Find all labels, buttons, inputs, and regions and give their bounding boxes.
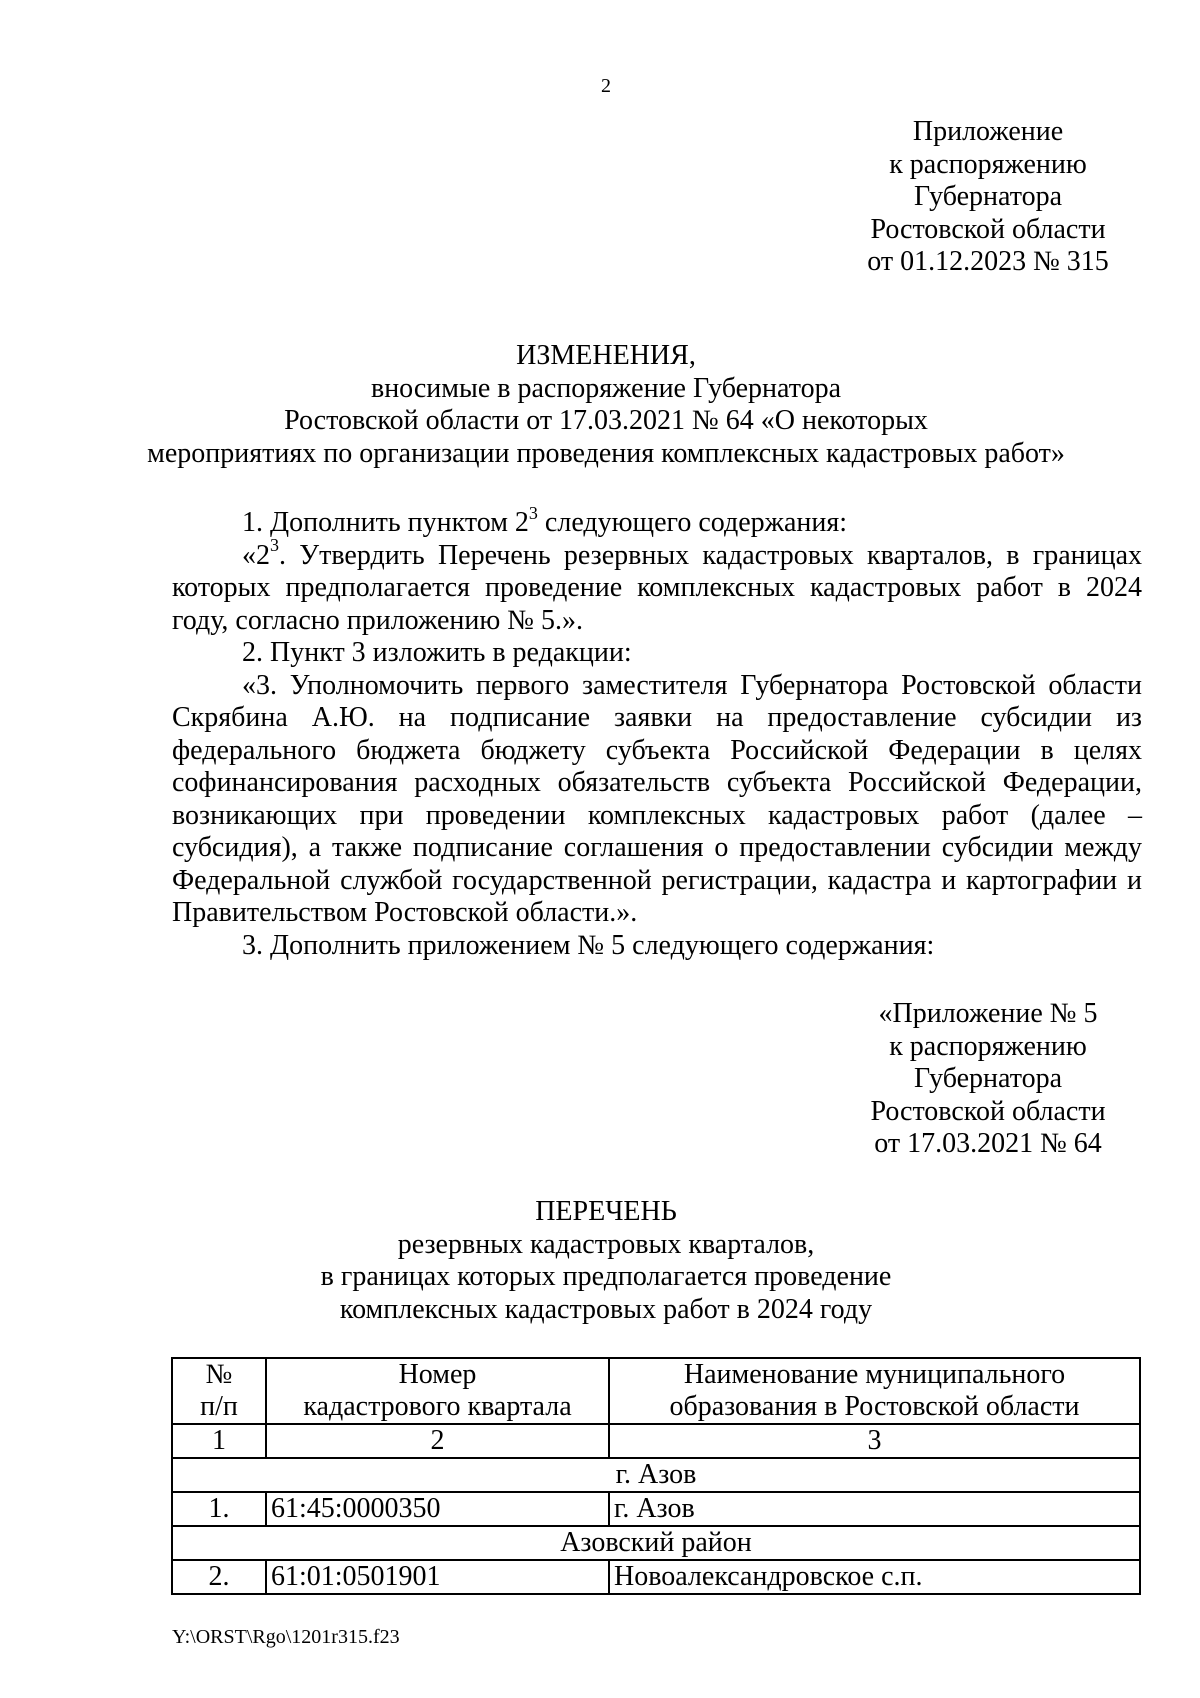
paragraph-3: 2. Пункт 3 изложить в редакции:: [242, 637, 632, 668]
row-number: 1.: [172, 1492, 266, 1526]
header-line: №: [205, 1359, 233, 1390]
column-number: 2: [266, 1424, 609, 1458]
column-number: 3: [609, 1424, 1140, 1458]
table-header-row: [172, 1358, 1140, 1424]
appendix5-header: [838, 998, 1138, 1161]
municipality-name: г. Азов: [609, 1492, 1140, 1526]
group-name: Азовский район: [172, 1526, 1140, 1560]
municipality-name: Новоалександровское с.п.: [609, 1560, 1140, 1594]
header-line: п/п: [200, 1391, 238, 1422]
group-name: г. Азов: [172, 1458, 1140, 1492]
appendix5-header-line: «Приложение № 5: [878, 998, 1098, 1029]
list-title: [0, 1196, 1200, 1326]
header-cell-number: [172, 1358, 266, 1424]
footer-file-path: Y:\ORST\Rgo\1201r315.f23: [172, 1626, 400, 1648]
changes-title-line: мероприятиях по организации проведения комплексных кадастровых работ»: [147, 437, 1065, 469]
document-body: [172, 502, 1142, 962]
appendix-header-line: к распоряжению: [889, 148, 1087, 180]
list-title-line: в границах которых предполагается проведение: [320, 1261, 892, 1292]
paragraph-5: 3. Дополнить приложением № 5 следующего содержания:: [242, 929, 935, 961]
appendix5-header-line: Губернатора: [913, 1063, 1063, 1094]
changes-title: [0, 340, 1200, 470]
changes-title-line: Ростовской области от 17.03.2021 № 64 «О некоторых: [284, 405, 928, 436]
appendix-header-line: Приложение: [912, 116, 1064, 147]
group-row: [172, 1526, 1140, 1560]
group-row: [172, 1458, 1140, 1492]
cadastral-number: 61:01:0501901: [266, 1560, 609, 1594]
cadastral-number: 61:45:0000350: [266, 1492, 609, 1526]
p1-text-end: следующего содержания:: [537, 507, 848, 538]
table-row: [172, 1492, 1140, 1526]
header-line: Наименование муниципального: [683, 1359, 1066, 1390]
changes-heading: ИЗМЕНЕНИЯ,: [516, 340, 696, 371]
cadastral-table: [171, 1357, 1141, 1595]
list-title-line: резервных кадастровых кварталов,: [397, 1228, 815, 1260]
p2-text: «2: [242, 539, 270, 571]
appendix-header-line: Губернатора: [913, 181, 1063, 212]
header-cell-municipality: [609, 1358, 1140, 1424]
column-number-row: [172, 1424, 1140, 1458]
paragraph-4: «3. Уполномочить первого заместителя Губернатора Ростовской области Скрябина А.Ю. на подписание заявки на предоставление субсидии из федерального бюджета бюджету субъекта Российской Федерации в целях софинансирования расходных обязательств субъекта Российской Федерации, возникающих при проведении комплексных кадастровых работ (далее – субсидия), а также подписание соглашения о предоставлении субсидии между Федеральной службой государственной регистрации, кадастра и картографии и Правительством Ростовской области.».: [172, 669, 1142, 928]
list-title-line: комплексных кадастровых работ в 2024 году: [339, 1293, 873, 1325]
appendix5-header-line: Ростовской области: [870, 1095, 1106, 1127]
appendix5-header-line: от 17.03.2021 № 64: [874, 1128, 1102, 1159]
appendix-header: [838, 116, 1138, 279]
paragraph-1: [172, 502, 1142, 540]
header-line: образования в Ростовской области: [669, 1391, 1080, 1422]
appendix5-header-line: к распоряжению: [889, 1030, 1087, 1062]
row-number: 2.: [172, 1560, 266, 1594]
header-line: кадастрового квартала: [303, 1391, 572, 1422]
column-number: 1: [172, 1424, 266, 1458]
p1-text: 1. Дополнить пунктом 2: [242, 507, 529, 538]
changes-title-line: вносимые в распоряжение Губернатора: [370, 372, 842, 404]
list-heading: ПЕРЕЧЕНЬ: [535, 1196, 677, 1227]
header-cell-cadastral: [266, 1358, 609, 1424]
paragraph-2: [172, 535, 1142, 638]
table-row: [172, 1560, 1140, 1594]
page-number: 2: [601, 75, 611, 97]
superscript: 3: [528, 502, 538, 523]
appendix-header-line: Ростовской области: [870, 213, 1106, 245]
p2-text-end: . Утвердить Перечень резервных кадастровых кварталов, в границах которых предполагается проведение комплексных кадастровых работ в 2024 году, согласно приложению № 5.».: [172, 539, 1142, 636]
header-line: Номер: [398, 1359, 477, 1390]
superscript: 3: [270, 535, 279, 556]
appendix-header-line: от 01.12.2023 № 315: [867, 246, 1109, 277]
